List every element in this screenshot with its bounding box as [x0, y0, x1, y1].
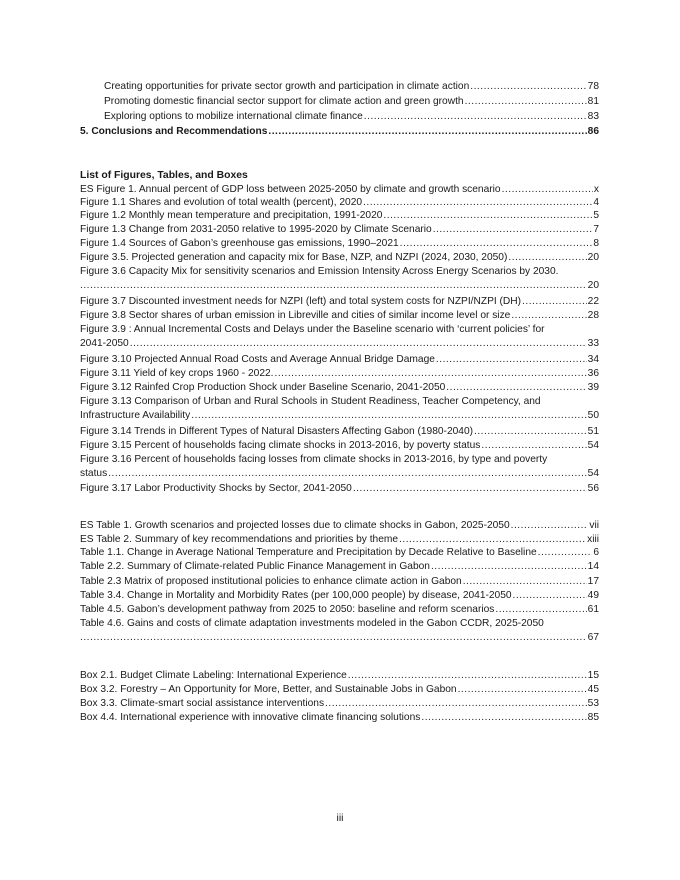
dot-leader [458, 683, 587, 697]
figure-entry[interactable] [80, 209, 599, 223]
dot-leader [446, 381, 586, 395]
dot-leader [275, 367, 587, 381]
figure-entry[interactable] [80, 425, 599, 439]
entry-page-number: 78 [587, 81, 599, 92]
box-entry[interactable] [80, 697, 599, 711]
entry-page-number: xiii [587, 534, 599, 545]
dot-leader [463, 575, 587, 589]
dot-leader [353, 482, 587, 496]
dot-leader [191, 409, 586, 423]
entry-page-number: vii [589, 520, 599, 531]
entry-title: Promoting domestic financial sector support for climate action and green growth [104, 96, 464, 107]
entry-title: Figure 3.11 Yield of key crops 1960 - 2022. [80, 368, 274, 379]
entry-title: Figure 3.14 Trends in Different Types of Natural Disasters Affecting Gabon (1980-2040) [80, 426, 474, 437]
table-entry[interactable] [80, 617, 599, 645]
figure-entry[interactable] [80, 395, 599, 423]
entry-title: Figure 3.6 Capacity Mix for sensitivity scenarios and Emission Intensity Across Energy Scenarios by 2030. [80, 266, 559, 277]
dot-leader [363, 196, 592, 210]
dot-leader [399, 533, 586, 547]
toc-entry[interactable] [104, 95, 599, 109]
entry-title: 2041-2050 [80, 338, 129, 349]
entry-title: Exploring options to mobilize international climate finance [104, 111, 363, 122]
entry-page-number: 83 [587, 111, 599, 122]
entry-title: Figure 1.2 Monthly mean temperature and precipitation, 1991-2020 [80, 210, 383, 221]
table-entry[interactable] [80, 546, 599, 560]
entry-page-number: 8 [593, 238, 599, 249]
entry-page-number: 20 [587, 252, 599, 263]
entry-page-number: 34 [587, 354, 599, 365]
entry-title: status [80, 468, 108, 479]
dot-leader [508, 251, 586, 265]
entry-page-number: 56 [587, 483, 599, 494]
table-entry[interactable] [80, 575, 599, 589]
dot-leader [465, 95, 587, 109]
table-entry[interactable] [80, 533, 599, 547]
entry-page-number: 39 [587, 382, 599, 393]
entry-title: Figure 3.8 Sector shares of urban emission in Libreville and cities of similar income level or size [80, 310, 511, 321]
entry-page-number: 86 [587, 126, 599, 137]
entry-page-number: 54 [587, 468, 599, 479]
entry-page-number: 14 [587, 561, 599, 572]
dot-leader [511, 519, 589, 533]
figure-entry[interactable] [80, 381, 599, 395]
list-heading: List of Figures, Tables, and Boxes [80, 170, 248, 181]
figure-entry[interactable] [80, 196, 599, 210]
entry-title: Figure 3.15 Percent of households facing climate shocks in 2013-2016, by poverty status [80, 440, 481, 451]
dot-leader [383, 209, 592, 223]
entry-title: Figure 1.1 Shares and evolution of total wealth (percent), 2020 [80, 197, 363, 208]
entry-title: Table 2.3 Matrix of proposed institutional policies to enhance climate action in Gabon [80, 576, 462, 587]
entry-page-number: 36 [587, 368, 599, 379]
figure-entry[interactable] [80, 237, 599, 251]
entry-page-number: 49 [587, 590, 599, 601]
entry-title: Figure 3.13 Comparison of Urban and Rural Schools in Student Readiness, Teacher Competency, and [80, 396, 541, 407]
entry-title: Box 2.1. Budget Climate Labeling: International Experience [80, 670, 347, 681]
figure-entry[interactable] [80, 367, 599, 381]
dot-leader [522, 295, 587, 309]
figure-entry[interactable] [80, 265, 599, 293]
dot-leader [436, 353, 587, 367]
table-entry[interactable] [80, 519, 599, 533]
entry-page-number: 85 [587, 712, 599, 723]
dot-leader [130, 337, 587, 351]
entry-title: Figure 3.9 : Annual Incremental Costs and Delays under the Baseline scenario with ‘current policies’ for [80, 324, 545, 335]
entry-title: Creating opportunities for private sector growth and participation in climate action [104, 81, 470, 92]
dot-leader [421, 711, 586, 725]
entry-page-number: 53 [587, 698, 599, 709]
figure-entry[interactable] [80, 183, 599, 197]
entry-page-number: 4 [593, 197, 599, 208]
entry-title: ES Table 2. Summary of key recommendations and priorities by theme [80, 534, 399, 545]
dot-leader [481, 439, 586, 453]
entry-page-number: 22 [587, 296, 599, 307]
entry-page-number: 15 [587, 670, 599, 681]
entry-page-number: 54 [587, 440, 599, 451]
entry-title: Table 2.2. Summary of Climate-related Public Finance Management in Gabon [80, 561, 430, 572]
entry-title: ES Table 1. Growth scenarios and projected losses due to climate shocks in Gabon, 2025-2050 [80, 520, 510, 531]
toc-entry[interactable] [104, 80, 599, 94]
entry-page-number: 28 [587, 310, 599, 321]
entry-title: Infrastructure Availability [80, 410, 191, 421]
figure-entry[interactable] [80, 309, 599, 323]
entry-page-number: 51 [587, 426, 599, 437]
dot-leader [433, 223, 593, 237]
entry-page-number: 20 [587, 280, 599, 291]
table-entry[interactable] [80, 560, 599, 574]
entry-page-number: 17 [587, 576, 599, 587]
box-entry[interactable] [80, 711, 599, 725]
entry-title: 5. Conclusions and Recommendations [80, 126, 268, 137]
box-entry[interactable] [80, 669, 599, 683]
dot-leader [474, 425, 587, 439]
dot-leader [470, 80, 586, 94]
dot-leader [400, 237, 593, 251]
dot-leader [364, 110, 587, 124]
entry-page-number: 50 [587, 410, 599, 421]
dot-leader [108, 467, 586, 481]
entry-page-number: 5 [593, 210, 599, 221]
entry-title: Box 4.4. International experience with innovative climate financing solutions [80, 712, 421, 723]
dot-leader [538, 546, 593, 560]
figure-entry[interactable] [80, 223, 599, 237]
table-entry[interactable] [80, 589, 599, 603]
entry-title: Figure 3.5. Projected generation and capacity mix for Base, NZP, and NZPI (2024, 2030, 2050) [80, 252, 508, 263]
entry-title: Table 3.4. Change in Mortality and Morbidity Rates (per 100,000 people) by disease, 2041-2050 [80, 590, 512, 601]
dot-leader [348, 669, 587, 683]
entry-page-number: 81 [587, 96, 599, 107]
entry-title: ES Figure 1. Annual percent of GDP loss between 2025-2050 by climate and growth scenario [80, 184, 501, 195]
figure-entry[interactable] [80, 439, 599, 453]
entry-page-number: 67 [587, 632, 599, 643]
dot-leader [513, 589, 587, 603]
dot-leader [502, 183, 593, 197]
dot-leader [268, 125, 586, 139]
page-number: iii [336, 812, 344, 824]
entry-title: Figure 3.10 Projected Annual Road Costs and Average Annual Bridge Damage [80, 354, 435, 365]
entry-title: Table 4.6. Gains and costs of climate adaptation investments modeled in the Gabon CCDR, 2025-2050 [80, 618, 544, 629]
entry-title: Figure 1.3 Change from 2031-2050 relative to 1995-2020 by Climate Scenario [80, 224, 432, 235]
entry-title: Box 3.3. Climate-smart social assistance interventions [80, 698, 325, 709]
figure-entry[interactable] [80, 323, 599, 351]
entry-title: Figure 1.4 Sources of Gabon’s greenhouse gas emissions, 1990–2021 [80, 238, 399, 249]
dot-leader [495, 603, 586, 617]
entry-page-number: 45 [587, 684, 599, 695]
dot-leader [80, 279, 587, 293]
dot-leader [80, 631, 587, 645]
entry-page-number: 61 [587, 604, 599, 615]
entry-title: Table 1.1. Change in Average National Temperature and Precipitation by Decade Relative to Baseline [80, 547, 537, 558]
figure-entry[interactable] [80, 251, 599, 265]
entry-page-number: 33 [587, 338, 599, 349]
dot-leader [325, 697, 587, 711]
table-entry[interactable] [80, 603, 599, 617]
entry-title: Figure 3.17 Labor Productivity Shocks by Sector, 2041-2050 [80, 483, 352, 494]
figure-entry[interactable] [80, 482, 599, 496]
entry-title: Figure 3.12 Rainfed Crop Production Shock under Baseline Scenario, 2041-2050 [80, 382, 446, 393]
box-entry[interactable] [80, 683, 599, 697]
toc-entry-conclusions[interactable] [80, 125, 599, 139]
toc-entry[interactable] [104, 110, 599, 124]
entry-title: Table 4.5. Gabon’s development pathway from 2025 to 2050: baseline and reform scenarios [80, 604, 495, 615]
dot-leader [431, 560, 587, 574]
figure-entry[interactable] [80, 295, 599, 309]
entry-title: Box 3.2. Forestry – An Opportunity for More, Better, and Sustainable Jobs in Gabon [80, 684, 457, 695]
dot-leader [511, 309, 586, 323]
entry-page-number: x [593, 184, 599, 195]
figure-entry[interactable] [80, 353, 599, 367]
entry-title: Figure 3.7 Discounted investment needs for NZPI (left) and total system costs for NZPI/NZPI (DH) [80, 296, 522, 307]
entry-page-number: 7 [593, 224, 599, 235]
figure-entry[interactable] [80, 453, 599, 481]
entry-title: Figure 3.16 Percent of households facing losses from climate shocks in 2013-2016, by type and poverty [80, 454, 548, 465]
entry-page-number: 6 [593, 547, 599, 558]
